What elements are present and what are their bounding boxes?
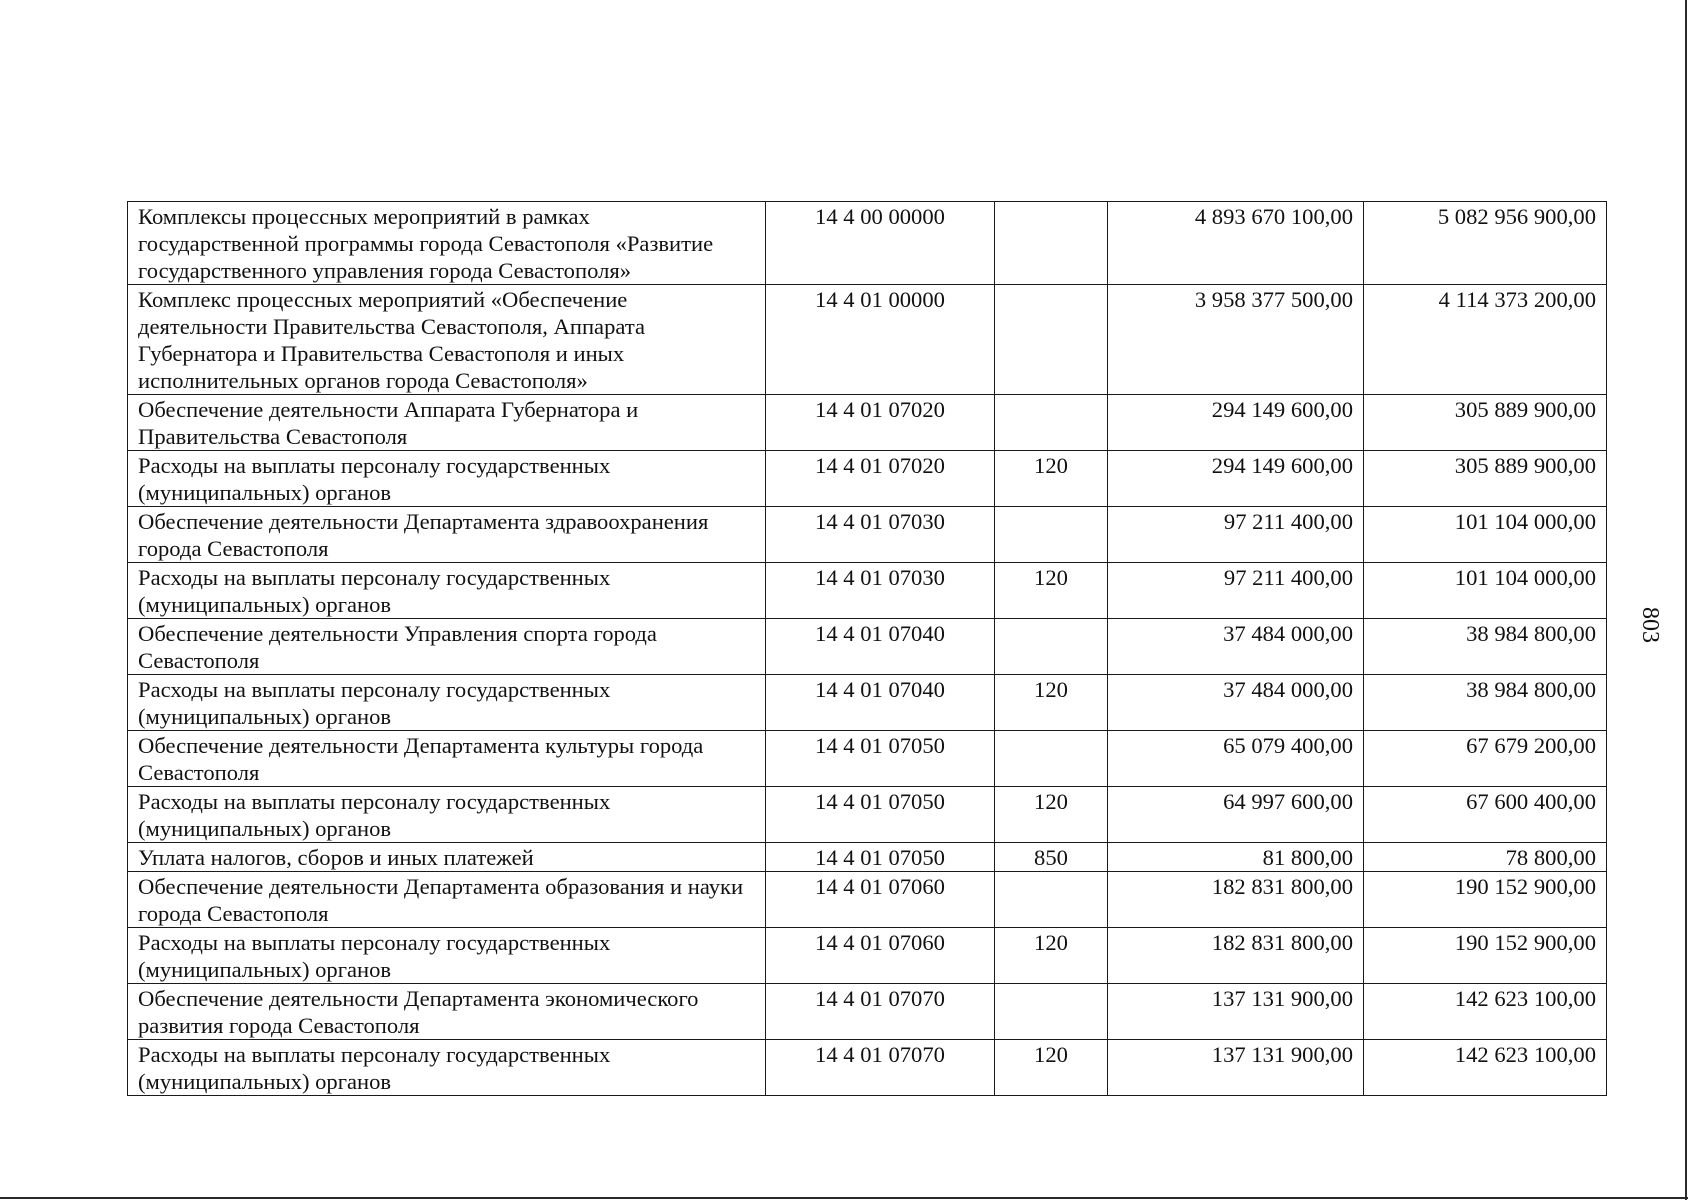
row-amount-1-cell: 294 149 600,00	[1108, 395, 1364, 451]
row-amount-2-cell: 67 679 200,00	[1364, 731, 1607, 787]
table-row	[128, 451, 1607, 507]
row-type-cell	[995, 731, 1108, 787]
row-name-cell: Расходы на выплаты персоналу государственных (муниципальных) органов	[128, 675, 766, 731]
row-amount-2-cell: 190 152 900,00	[1364, 872, 1607, 928]
row-code-cell: 14 4 01 07070	[766, 984, 995, 1040]
row-name-cell: Расходы на выплаты персоналу государственных (муниципальных) органов	[128, 563, 766, 619]
row-code-cell: 14 4 01 07020	[766, 395, 995, 451]
row-code-cell: 14 4 01 07030	[766, 563, 995, 619]
row-amount-1-cell: 182 831 800,00	[1108, 872, 1364, 928]
row-name-cell: Расходы на выплаты персоналу государственных (муниципальных) органов	[128, 451, 766, 507]
row-type-cell	[995, 507, 1108, 563]
row-name-cell: Расходы на выплаты персоналу государственных (муниципальных) органов	[128, 1040, 766, 1096]
row-name-cell: Комплекс процессных мероприятий «Обеспечение деятельности Правительства Севастополя, Аппарата Губернатора и Правительства Севастополя и иных исполнительных органов города Севастополя»	[128, 285, 766, 395]
budget-table	[127, 201, 1607, 1096]
row-amount-2-cell: 38 984 800,00	[1364, 675, 1607, 731]
row-type-cell	[995, 984, 1108, 1040]
row-name-cell: Комплексы процессных мероприятий в рамках государственной программы города Севастополя «Развитие государственного управления города Севастополя»	[128, 202, 766, 285]
row-type-cell: 850	[995, 843, 1108, 872]
table-row	[128, 928, 1607, 984]
row-amount-1-cell: 182 831 800,00	[1108, 928, 1364, 984]
row-code-cell: 14 4 01 07060	[766, 872, 995, 928]
row-amount-1-cell: 294 149 600,00	[1108, 451, 1364, 507]
row-type-cell	[995, 872, 1108, 928]
row-amount-1-cell: 37 484 000,00	[1108, 619, 1364, 675]
row-name-cell: Расходы на выплаты персоналу государственных (муниципальных) органов	[128, 928, 766, 984]
table-row	[128, 872, 1607, 928]
table-row	[128, 507, 1607, 563]
row-code-cell: 14 4 01 07060	[766, 928, 995, 984]
budget-table-body	[128, 202, 1607, 1096]
row-type-cell	[995, 285, 1108, 395]
table-row	[128, 619, 1607, 675]
row-amount-2-cell: 142 623 100,00	[1364, 1040, 1607, 1096]
row-type-cell: 120	[995, 563, 1108, 619]
row-amount-1-cell: 137 131 900,00	[1108, 1040, 1364, 1096]
row-amount-1-cell: 65 079 400,00	[1108, 731, 1364, 787]
row-amount-2-cell: 101 104 000,00	[1364, 507, 1607, 563]
row-amount-1-cell: 3 958 377 500,00	[1108, 285, 1364, 395]
table-row	[128, 1040, 1607, 1096]
row-name-cell: Обеспечение деятельности Департамента экономического развития города Севастополя	[128, 984, 766, 1040]
row-type-cell	[995, 202, 1108, 285]
row-code-cell: 14 4 01 07040	[766, 619, 995, 675]
row-name-cell: Обеспечение деятельности Аппарата Губернатора и Правительства Севастополя	[128, 395, 766, 451]
row-code-cell: 14 4 01 07050	[766, 787, 995, 843]
row-name-cell: Уплата налогов, сборов и иных платежей	[128, 843, 766, 872]
row-amount-2-cell: 78 800,00	[1364, 843, 1607, 872]
row-name-cell: Обеспечение деятельности Департамента образования и науки города Севастополя	[128, 872, 766, 928]
row-type-cell: 120	[995, 1040, 1108, 1096]
row-type-cell: 120	[995, 451, 1108, 507]
row-amount-2-cell: 101 104 000,00	[1364, 563, 1607, 619]
row-name-cell: Обеспечение деятельности Управления спорта города Севастополя	[128, 619, 766, 675]
row-code-cell: 14 4 00 00000	[766, 202, 995, 285]
row-amount-1-cell: 81 800,00	[1108, 843, 1364, 872]
table-row	[128, 202, 1607, 285]
row-amount-1-cell: 37 484 000,00	[1108, 675, 1364, 731]
table-row	[128, 675, 1607, 731]
row-amount-2-cell: 38 984 800,00	[1364, 619, 1607, 675]
table-row	[128, 563, 1607, 619]
row-amount-2-cell: 305 889 900,00	[1364, 451, 1607, 507]
row-name-cell: Обеспечение деятельности Департамента здравоохранения города Севастополя	[128, 507, 766, 563]
row-amount-1-cell: 97 211 400,00	[1108, 507, 1364, 563]
table-row	[128, 395, 1607, 451]
table-row	[128, 843, 1607, 872]
row-code-cell: 14 4 01 07050	[766, 731, 995, 787]
page-number: 803	[1637, 607, 1663, 643]
row-amount-1-cell: 137 131 900,00	[1108, 984, 1364, 1040]
table-row	[128, 984, 1607, 1040]
row-amount-2-cell: 142 623 100,00	[1364, 984, 1607, 1040]
row-type-cell: 120	[995, 928, 1108, 984]
row-amount-1-cell: 97 211 400,00	[1108, 563, 1364, 619]
row-code-cell: 14 4 01 07070	[766, 1040, 995, 1096]
table-row	[128, 731, 1607, 787]
row-code-cell: 14 4 01 07040	[766, 675, 995, 731]
row-amount-1-cell: 4 893 670 100,00	[1108, 202, 1364, 285]
scan-border-bottom	[0, 1197, 1688, 1199]
row-amount-2-cell: 190 152 900,00	[1364, 928, 1607, 984]
row-type-cell	[995, 395, 1108, 451]
row-code-cell: 14 4 01 07050	[766, 843, 995, 872]
row-amount-2-cell: 4 114 373 200,00	[1364, 285, 1607, 395]
row-amount-1-cell: 64 997 600,00	[1108, 787, 1364, 843]
row-name-cell: Расходы на выплаты персоналу государственных (муниципальных) органов	[128, 787, 766, 843]
row-name-cell: Обеспечение деятельности Департамента культуры города Севастополя	[128, 731, 766, 787]
row-type-cell: 120	[995, 675, 1108, 731]
row-type-cell: 120	[995, 787, 1108, 843]
row-code-cell: 14 4 01 00000	[766, 285, 995, 395]
row-amount-2-cell: 5 082 956 900,00	[1364, 202, 1607, 285]
table-row	[128, 285, 1607, 395]
row-code-cell: 14 4 01 07030	[766, 507, 995, 563]
scan-border-right	[1685, 0, 1687, 1200]
table-row	[128, 787, 1607, 843]
row-amount-2-cell: 305 889 900,00	[1364, 395, 1607, 451]
row-code-cell: 14 4 01 07020	[766, 451, 995, 507]
row-amount-2-cell: 67 600 400,00	[1364, 787, 1607, 843]
row-type-cell	[995, 619, 1108, 675]
